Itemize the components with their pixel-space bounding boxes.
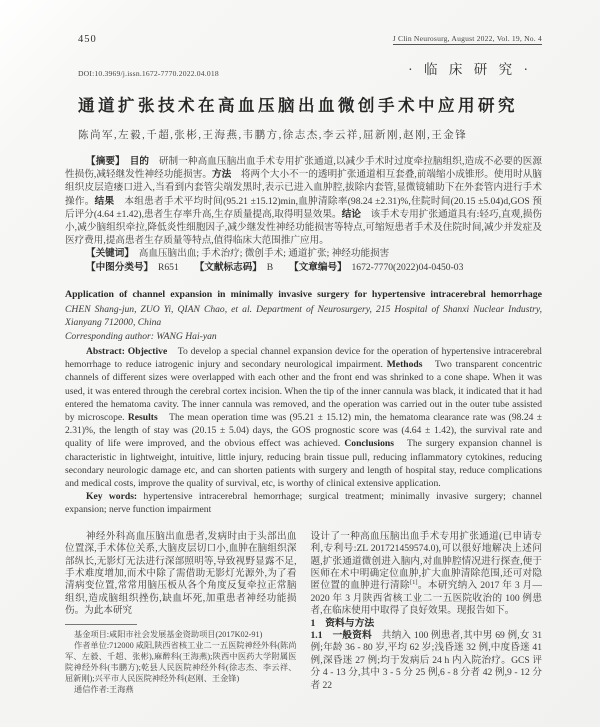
abstract-en-label: Abstract: [86, 346, 125, 358]
abstract-zh [65, 155, 542, 274]
keywords-en-row [65, 490, 542, 516]
keywords-zh-label: 【关键词】 [86, 248, 130, 260]
article-title-en: Application of channel expansion in minimally invasive surgery for hypertensive intracerebral hemorrhage [65, 288, 542, 300]
footnote [65, 629, 297, 695]
right-paragraph-part1: 设计了一种高血压脑出血手术专用扩张通道(已申请专利,专利号:ZL 201721459574.0),可以很好地解决上述问题,扩张通道微创进入脑内,对血肿腔情况进行探查,便于医师在术中明确定位血肿,扩大血肿清除范围,还可对隐匿位置的血肿进行清除 [310, 530, 542, 592]
affiliation-en: Department of Neurosurgery, 215 Hospital of Shanxi Nuclear Industry, Xianyang 712000, China [65, 303, 542, 329]
methods-zh-label: 方法 [211, 169, 232, 181]
objective-en-label: Objective [127, 346, 168, 358]
keywords-zh-text: 高血压脑出血; 手术治疗; 微创手术; 通道扩张; 神经功能损害 [138, 248, 390, 260]
methods-en-text: Two transparent concentric channels of different sizes were overlapped with each other and the front end was shrinked to a cone shape. When it was used, it was entered through the cerebral cortex incision. When the tip of the inner cannula was black, it indicated that it had entered the hematoma cavity. The inner cannula was removed, and the operation was carried out in the outer tube assisted by microscope. [65, 359, 542, 424]
page-number: 450 [78, 34, 97, 45]
abstract-zh-label: 【摘要】 [86, 156, 120, 167]
right-body-paragraph [311, 531, 543, 618]
abstract-en-paragraph [65, 345, 542, 490]
results-zh-label: 结果 [94, 195, 115, 207]
left-column [65, 531, 297, 695]
conclusion-zh-text: 该手术专用扩张通道具有:轻巧,直观,损伤小,减少脑组织牵拉,降低炎性细胞因子,减少继发性神经功能损害等特点,可缩短患者手术及住院时间,减少并发症及医疗费用,提高患者生存质量等特点,值得临床大范围推广应用。 [65, 208, 543, 247]
doc-code-group [195, 262, 273, 273]
corresponding-author-en: Corresponding author: WANG Hai-yan [65, 330, 217, 342]
clc-label: 【中图分类号】 [86, 261, 149, 273]
clc-value: R651 [157, 261, 179, 273]
clc-group [86, 262, 179, 273]
methods-en-label: Methods [386, 359, 423, 371]
methods-zh-text: 将两个大小不一的透明扩张通道相互套叠,前端缩小成锥形。使用时从脑组织皮层造瘘口进入,当看到内套管尖端发黑时,表示已进入血肿腔,拔除内套管,显微镜辅助下在外套管内进行手术操作。 [65, 169, 543, 207]
body-columns [65, 531, 542, 695]
section-1-1-text: 共纳入 100 例患者,其中男 69 例,女 31 例;年龄 36 - 80 岁,平均 62 岁;浅昏迷 32 例,中度昏迷 41 例,深昏迷 27 例;均于发病后 24 h 内入院治疗。GCS 评分 4 - 13 分,其中 3 - 5 分 25 例,6 - 8 分者 42 例,9 - 12 分者 22 [310, 629, 542, 691]
footnote-fund: 基金项目:咸阳市社会发展基金资助项目(2017K02-91) [74, 629, 263, 639]
footnote-divider [65, 624, 137, 625]
abstract-en [65, 345, 542, 517]
right-column [311, 531, 543, 695]
right-paragraph-part2: 。本研究纳入 2017 年 3 月—2020 年 3 月陕西省核工业二一五医院收治的 100 例患者,在临床使用中取得了良好效果。现报告如下。 [310, 580, 543, 617]
left-body-paragraph: 神经外科高血压脑出血患者,发病时由于头部出血位置深,手术体位关系,大脑皮层切口小,血肿在脑组织深部纵长,无影灯无法进行深部照明等,导致视野显露不足,手术难度增加,而术中除了需借助无影灯光源外,为了看清病变位置,常常用脑压板从各个角度反复牵拉正常脑组织,造成脑组织挫伤,缺血坏死,加重患者神经功能损伤。为此本研究 [65, 530, 297, 617]
section-label: · 临 床 研 究 · [408, 62, 532, 77]
article-no-value: 1672-7770(2022)04-0450-03 [351, 261, 464, 273]
keywords-en-text: hypertensive intracerebral hemorrhage; surgical treatment; minimally invasive surgery; channel expansion; nerve function impairment [65, 491, 542, 516]
article-no-label: 【文章编号】 [289, 261, 342, 273]
meta-row [65, 58, 542, 78]
footnote-affiliation: 作者单位:712000 咸阳,陕西省核工业二一五医院神经外科(陈尚军、左毅、千超、张彬),麻醉科(王海燕);陕西中医药大学附属医院神经外科(韦鹏方);乾县人民医院神经外科(徐志杰、李云祥、屈新刚);兴平市人民医院神经外科(赵刚、王金锋) [65, 640, 297, 683]
keywords-zh-row [65, 247, 542, 260]
objective-zh-label: 目的 [129, 156, 150, 167]
doi: DOI:10.3969/j.issn.1672-7770.2022.04.018 [78, 69, 219, 78]
results-en-label: Results [127, 412, 158, 424]
journal-reference: J Clin Neurosurg, August 2022, Vol. 19, No. 4 [392, 34, 542, 43]
section-1-1-label: 1.1 一般资料 [310, 629, 372, 641]
conclusion-zh-label: 结论 [341, 208, 361, 220]
article-no-group [289, 262, 463, 273]
results-en-text: The mean operation time was (95.21 ± 15.12) min, the hematoma clearance rate was (98.24 ± 2.31)%, the length of stay was (20.15 ± 5.04) days, the GOS prognostic score was (4.64 ± 1.42), the survival rate and quality of life were improved, and the obvious effect was achieved. [65, 412, 543, 450]
conclusions-en-label: Conclusions [344, 438, 394, 450]
section-heading-1: 1 资料与方法 [310, 617, 375, 629]
doc-code-label: 【文献标志码】 [194, 261, 258, 273]
objective-en-text: To develop a special channel expansion device for the operation of hypertensive intracerebral hemorrhage to reduce iatrogenic injury and secondary neurological impairment. [65, 346, 542, 371]
results-zh-text: 本组患者手术平均时间(95.21 ±15.12)min,血肿清除率(98.24 ±2.31)%,住院时间(20.15 ±5.04)d,GOS 预后评分(4.64 ±1.42),患者生存率升高,生存质量提高,取得明显效果。 [65, 195, 543, 220]
doc-code-value: B [266, 261, 274, 273]
footnote-corresponding: 通信作者:王海燕 [74, 684, 134, 694]
reference-superscript: [1] [409, 579, 418, 587]
authors-zh: 陈尚军,左毅,千超,张彬,王海燕,韦鹏方,徐志杰,李云祥,屈新刚,赵刚,王金锋 [78, 130, 468, 141]
classification-row [65, 261, 542, 274]
authors-en-row [65, 303, 542, 330]
objective-zh-text: 研制一种高血压脑出血手术专用扩张通道,以减少手术时过度牵拉脑组织,造成不必要的医源性损伤,减轻继发性神经功能损害。 [65, 156, 543, 181]
conclusions-en-text: The surgery expansion channel is characteristic in lightweight, intuitive, little injury, reducing brain tissue pull, reducing inflammatory cytokines, reducing secondary neurologic damage etc, and can shorten patients with surgery and length of hospital stay, reduce complications and medical costs, improve the quality of survival, etc, is worthy of clinical extensive application. [65, 438, 542, 490]
authors-en: CHEN Shang-jun, ZUO Yi, QIAN Chao, et al. [65, 303, 253, 315]
article-title-zh: 通道扩张技术在高血压脑出血微创手术中应用研究 [78, 96, 518, 115]
section-1-1-paragraph [311, 630, 543, 692]
abstract-zh-paragraph [65, 155, 542, 247]
page-header [65, 34, 542, 45]
keywords-en-label: Key words: [86, 491, 138, 503]
